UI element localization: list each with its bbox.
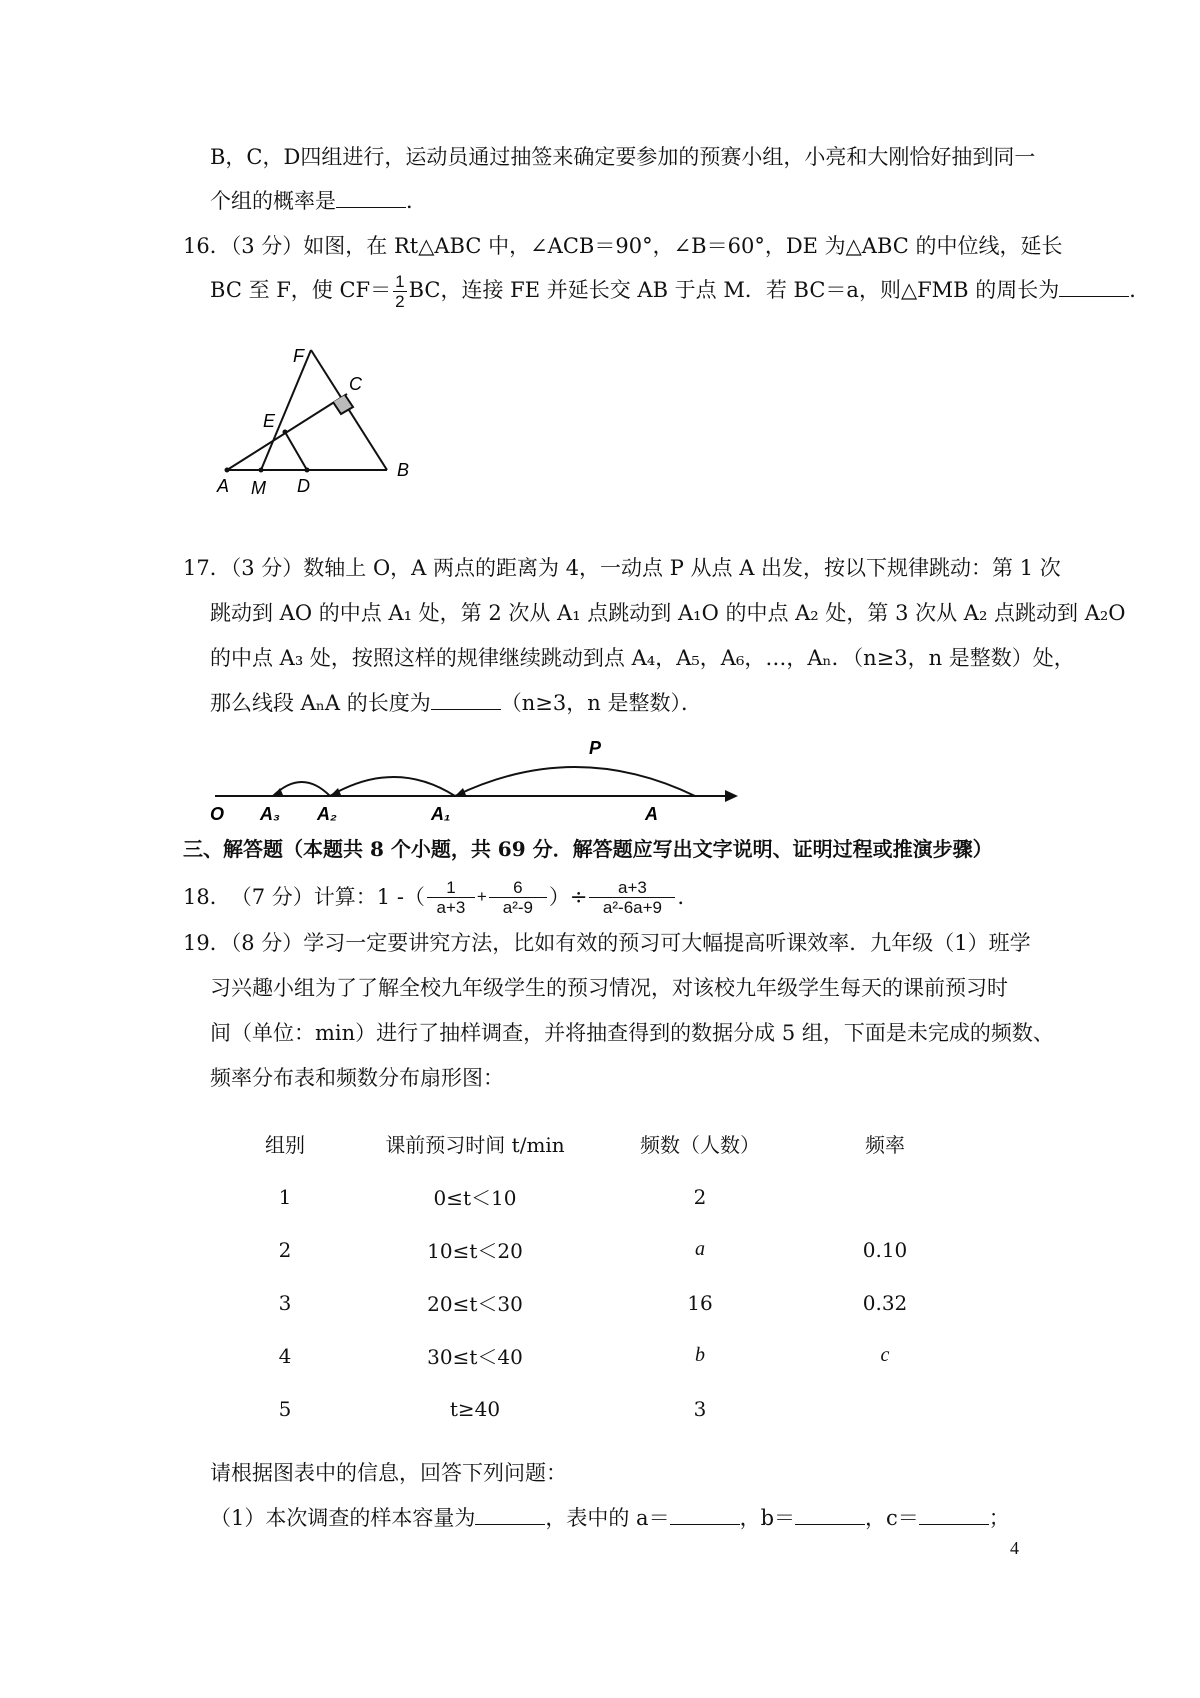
q18-plus: + — [476, 887, 487, 906]
q18-f1-num: 1 — [427, 878, 475, 898]
label-o: O — [210, 804, 225, 824]
q19-sub1-c: ，b＝ — [739, 1506, 796, 1530]
table-row — [230, 1382, 980, 1435]
table-header: 课前预习时间 t/min — [385, 1133, 565, 1157]
table-cell: c — [880, 1344, 890, 1366]
arrowhead-a2-icon — [330, 788, 341, 796]
q19-number: 19． — [183, 931, 231, 955]
table-cell: 0.10 — [862, 1237, 908, 1262]
table-cell: 30≤t＜40 — [427, 1345, 523, 1369]
table-cell: a — [695, 1238, 705, 1260]
q18-f2-den: a²-9 — [502, 897, 533, 917]
label-b: B — [397, 460, 410, 480]
q17-text1: 数轴上 O，A 两点的距离为 4，一动点 P 从点 A 出发，按以下规律跳动：第 1 次 — [303, 556, 1061, 580]
q19-line4: 频率分布表和频数分布扇形图： — [210, 1066, 504, 1090]
table-row — [230, 1170, 980, 1223]
arrowhead-a1-icon — [455, 788, 466, 796]
q17-line3: 的中点 A₃ 处，按照这样的规律继续跳动到点 A₄，A₅，A₆，…，Aₙ．（n≥3，n 是整数）处， — [210, 646, 1075, 670]
segment-fm — [261, 350, 311, 470]
q16-triangle-figure — [205, 342, 445, 517]
label-a1: A₁ — [431, 804, 451, 824]
table-cell: 2 — [278, 1237, 292, 1262]
q19-text1: 学习一定要讲究方法，比如有效的预习可大幅提高听课效率．九年级（1）班学 — [303, 931, 1031, 955]
q19-sub1-d: ，c＝ — [865, 1506, 919, 1530]
q16-score: （3 分） — [230, 234, 304, 258]
label-e: E — [263, 411, 276, 431]
table-header: 频数（人数） — [640, 1133, 760, 1157]
table-header: 频率 — [865, 1133, 905, 1157]
table-row — [230, 1329, 980, 1382]
table-header: 组别 — [265, 1133, 305, 1157]
q18-frac2 — [489, 878, 547, 917]
q19-c-blank — [919, 1506, 989, 1525]
q16-line2 — [210, 272, 1150, 311]
q19-sub1-a: （1）本次调查的样本容量为 — [210, 1506, 476, 1530]
table-row — [230, 1276, 980, 1329]
label-c: C — [349, 374, 362, 394]
q19-prompt: 请根据图表中的信息，回答下列问题： — [210, 1461, 567, 1485]
q19-sub1-end: ； — [988, 1506, 1010, 1530]
section3-title: 三、解答题（本题共 8 个小题，共 69 分．解答题应写出文字说明、证明过程或推演步骤） — [183, 837, 993, 861]
table-cell: 4 — [278, 1343, 292, 1368]
q19-a-blank — [670, 1506, 740, 1525]
q15-line2 — [210, 186, 427, 216]
table-cell: 16 — [687, 1290, 713, 1315]
q15-line2-text: 个组的概率是 — [210, 189, 336, 213]
q18-frac1 — [427, 878, 475, 917]
point-a — [225, 468, 230, 473]
q19-b-blank — [795, 1506, 865, 1525]
label-a: A — [645, 804, 658, 824]
q18-score: （7 分） — [230, 885, 314, 909]
label-a2: A₂ — [317, 804, 337, 824]
label-p: P — [589, 738, 602, 758]
q17-number-line-figure — [205, 738, 745, 828]
q16-line1 — [183, 231, 1063, 261]
label-f: F — [293, 346, 304, 366]
q15-answer-blank — [336, 189, 406, 208]
q16-frac-num: 1 — [395, 272, 405, 291]
table-row — [230, 1223, 980, 1276]
table-cell — [790, 1382, 980, 1435]
q18-f1-den: a+3 — [436, 897, 466, 917]
table-cell: 3 — [278, 1290, 292, 1315]
table-cell: 0≤t＜10 — [433, 1186, 517, 1210]
label-a3: A₃ — [260, 804, 280, 824]
jump-arc-2 — [330, 777, 455, 796]
q17-line2: 跳动到 AO 的中点 A₁ 处，第 2 次从 A₁ 点跳动到 A₁O 的中点 A₂ 处，第 3 次从 A₂ 点跳动到 A₂O — [210, 601, 1126, 625]
table-cell: 3 — [693, 1396, 707, 1421]
q16-answer-blank — [1059, 278, 1129, 297]
q17-text4b: （n≥3，n 是整数）． — [500, 691, 702, 715]
q16-text2a: BC 至 F，使 CF＝ — [210, 278, 392, 302]
label-m: M — [251, 478, 266, 498]
q19-line1 — [183, 928, 1031, 958]
table-header-row — [230, 1117, 980, 1170]
q19-score: （8 分） — [230, 931, 304, 955]
point-d — [305, 468, 310, 473]
point-e — [283, 430, 288, 435]
table-cell: 10≤t＜20 — [427, 1239, 523, 1263]
q18-text-b: ）÷ — [548, 885, 588, 909]
q18-f3-den: a²-6a+9 — [602, 897, 662, 917]
q16-line2-end: ． — [1129, 278, 1151, 302]
q18-frac3 — [589, 878, 675, 917]
q15-line2-end: ． — [406, 189, 427, 213]
q17-number: 17． — [183, 556, 231, 580]
table-cell: 20≤t＜30 — [427, 1292, 523, 1316]
q18-end: ． — [677, 885, 699, 909]
q16-fraction — [393, 272, 406, 311]
point-m — [259, 468, 264, 473]
table-cell: 0.32 — [862, 1290, 908, 1315]
table-cell: t≥40 — [449, 1396, 501, 1421]
q19-sub1 — [210, 1503, 1010, 1533]
q18-line — [183, 872, 698, 922]
q16-number: 16． — [183, 234, 231, 258]
q16-text1: 如图，在 Rt△ABC 中，∠ACB＝90°，∠B＝60°，DE 为△ABC 的中位线，延长 — [303, 234, 1063, 258]
label-a: A — [217, 476, 230, 496]
q19-sub1-b: ，表中的 a＝ — [545, 1506, 670, 1530]
segment-ed — [285, 432, 307, 470]
frequency-table — [230, 1117, 980, 1435]
q19-sample-size-blank — [475, 1506, 545, 1525]
q17-line4 — [210, 688, 702, 718]
q17-line1 — [183, 553, 1061, 583]
q19-line3: 间（单位：min）进行了抽样调查，并将抽查得到的数据分成 5 组，下面是未完成的频数、 — [210, 1021, 1054, 1045]
table-cell — [790, 1170, 980, 1223]
q18-f3-num: a+3 — [589, 878, 675, 898]
q16-frac-den: 2 — [395, 292, 405, 311]
axis-arrow-icon — [725, 790, 738, 802]
q16-text2b: BC，连接 FE 并延长交 AB 于点 M．若 BC＝a，则△FMB 的周长为 — [408, 278, 1060, 302]
q18-f2-num: 6 — [489, 878, 547, 898]
q19-line2: 习兴趣小组为了了解全校九年级学生的预习情况，对该校九年级学生每天的课前预习时 — [210, 976, 1008, 1000]
q17-text4a: 那么线段 AₙA 的长度为 — [210, 691, 431, 715]
table-cell: b — [695, 1344, 705, 1366]
q18-number: 18． — [183, 885, 231, 909]
q17-score: （3 分） — [230, 556, 304, 580]
table-cell: 5 — [278, 1396, 292, 1421]
table-cell: 1 — [278, 1184, 292, 1209]
q18-text-a: 计算：1 -（ — [313, 885, 425, 909]
q15-line1: B，C，D四组进行，运动员通过抽签来确定要参加的预赛小组，小亮和大刚恰好抽到同一 — [210, 145, 1036, 169]
page-number: 4 — [1010, 1538, 1019, 1558]
q17-answer-blank — [431, 691, 501, 710]
label-d: D — [297, 476, 310, 496]
jump-arc-1 — [455, 767, 695, 796]
table-cell: 2 — [693, 1184, 707, 1209]
